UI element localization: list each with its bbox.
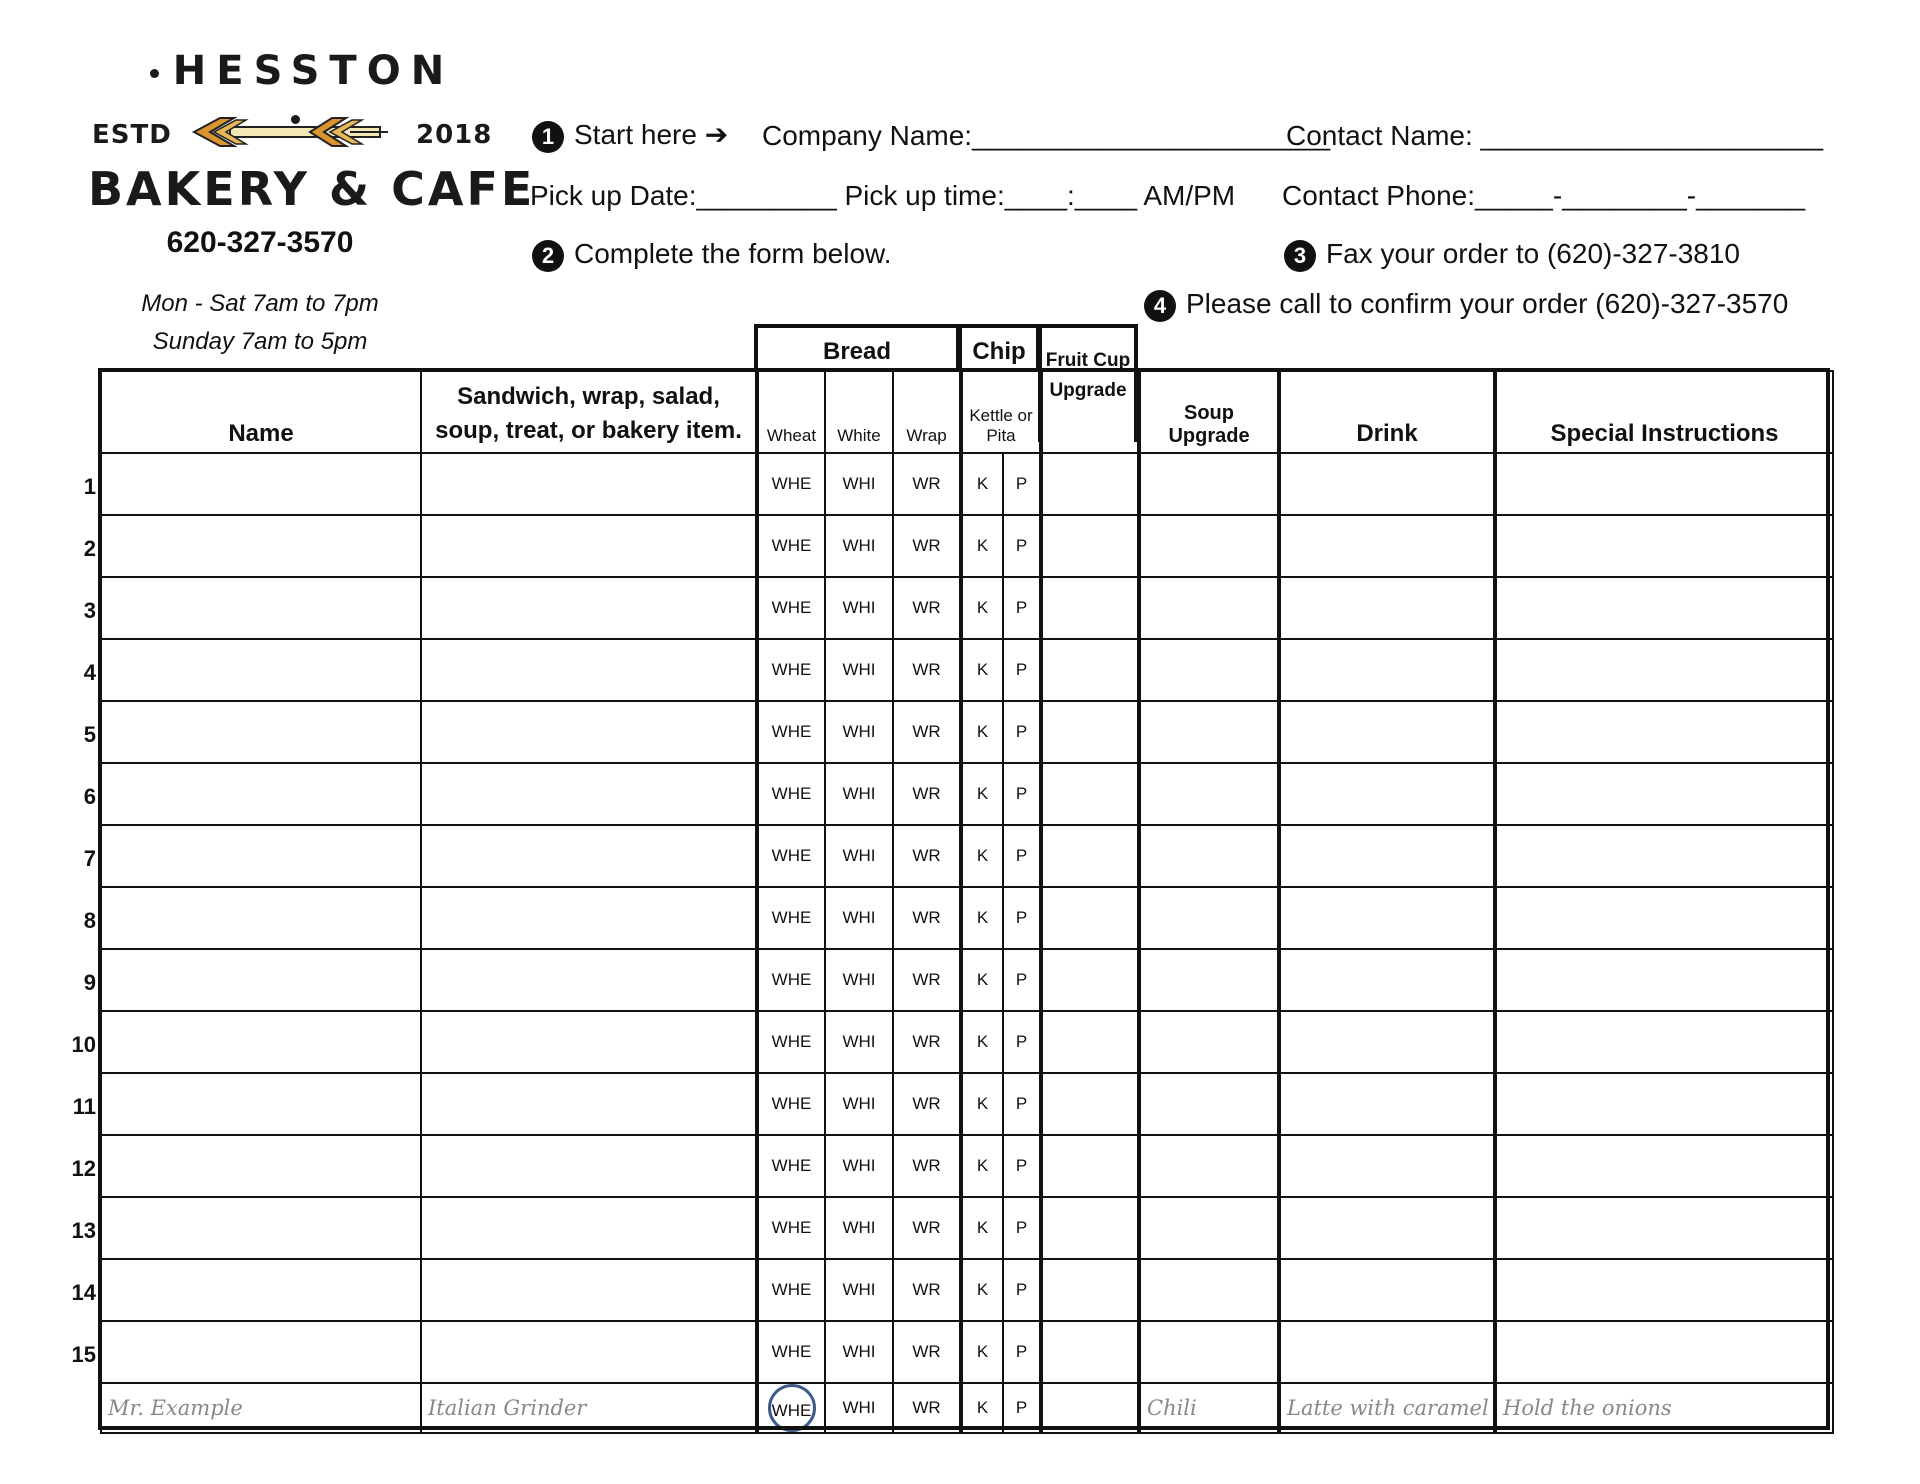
order-table xyxy=(100,370,1834,1434)
wheat-option[interactable]: WHE xyxy=(757,1197,825,1259)
col-wheat: Wheat xyxy=(757,371,825,453)
example-pita: P xyxy=(1003,1383,1041,1433)
col-wrap: Wrap xyxy=(893,371,961,453)
item-cell[interactable] xyxy=(421,949,757,1011)
white-option[interactable]: WHI xyxy=(825,949,893,1011)
bakery-phone: 620-327-3570 xyxy=(166,226,354,259)
order-row xyxy=(101,825,1833,887)
soup-cell[interactable] xyxy=(1139,1135,1279,1197)
special-cell[interactable] xyxy=(1495,763,1833,825)
step-3-icon: 3 xyxy=(1284,240,1316,272)
soup-cell[interactable] xyxy=(1139,577,1279,639)
special-cell[interactable] xyxy=(1495,1321,1833,1383)
order-row xyxy=(101,701,1833,763)
name-cell[interactable] xyxy=(101,949,421,1011)
col-white: White xyxy=(825,371,893,453)
wrap-option[interactable]: WR xyxy=(893,1259,961,1321)
soup-cell[interactable] xyxy=(1139,949,1279,1011)
wheat-option[interactable]: WHE xyxy=(757,639,825,701)
kettle-option[interactable]: K xyxy=(961,763,1003,825)
fruit-cell[interactable] xyxy=(1041,1321,1139,1383)
fruit-cell[interactable] xyxy=(1041,1073,1139,1135)
fruit-cell[interactable] xyxy=(1041,453,1139,515)
col-soup: Soup Upgrade xyxy=(1139,371,1279,453)
item-cell[interactable] xyxy=(421,515,757,577)
col-fruit xyxy=(1041,371,1139,453)
row-number: 2 xyxy=(83,536,96,561)
wheat-option[interactable]: WHE xyxy=(757,453,825,515)
kettle-option[interactable]: K xyxy=(961,1073,1003,1135)
wrap-option[interactable]: WR xyxy=(893,825,961,887)
item-cell[interactable] xyxy=(421,453,757,515)
wheat-option[interactable]: WHE xyxy=(757,1259,825,1321)
hours-sunday: Sunday 7am to 5pm xyxy=(152,328,368,355)
name-cell[interactable] xyxy=(101,1011,421,1073)
wheat-option[interactable]: WHE xyxy=(757,1073,825,1135)
pita-option[interactable]: P xyxy=(1003,949,1041,1011)
white-option[interactable]: WHI xyxy=(825,825,893,887)
step-3: 3 Fax your order to (620)-327-3810 xyxy=(1284,238,1740,272)
kettle-option[interactable]: K xyxy=(961,1259,1003,1321)
kettle-option[interactable]: K xyxy=(961,701,1003,763)
kettle-option[interactable]: K xyxy=(961,1135,1003,1197)
fruit-cell[interactable] xyxy=(1041,577,1139,639)
drink-cell[interactable] xyxy=(1279,639,1495,701)
group-bread: Bread xyxy=(754,324,960,372)
pita-option[interactable]: P xyxy=(1003,1321,1041,1383)
white-option[interactable]: WHI xyxy=(825,1259,893,1321)
wheat-option[interactable]: WHE xyxy=(757,949,825,1011)
white-option[interactable]: WHI xyxy=(825,1073,893,1135)
fruit-cell[interactable] xyxy=(1041,1135,1139,1197)
order-row xyxy=(101,453,1833,515)
pita-option[interactable]: P xyxy=(1003,701,1041,763)
col-special: Special Instructions xyxy=(1495,371,1833,453)
order-row xyxy=(101,1135,1833,1197)
name-cell[interactable] xyxy=(101,825,421,887)
special-cell[interactable] xyxy=(1495,1135,1833,1197)
logo-estd: ESTD xyxy=(92,120,172,150)
soup-cell[interactable] xyxy=(1139,1011,1279,1073)
white-option[interactable]: WHI xyxy=(825,453,893,515)
row-number: 1 xyxy=(83,474,96,499)
pita-option[interactable]: P xyxy=(1003,1259,1041,1321)
white-option[interactable]: WHI xyxy=(825,887,893,949)
item-cell[interactable] xyxy=(421,1073,757,1135)
soup-cell[interactable] xyxy=(1139,825,1279,887)
step-2-icon: 2 xyxy=(532,240,564,272)
item-cell[interactable] xyxy=(421,763,757,825)
wheat-option[interactable]: WHE xyxy=(757,1135,825,1197)
example-name: Mr. Example xyxy=(101,1383,421,1433)
wrap-option[interactable]: WR xyxy=(893,1073,961,1135)
kettle-option[interactable]: K xyxy=(961,453,1003,515)
col-drink: Drink xyxy=(1279,371,1495,453)
row-number: 15 xyxy=(71,1342,96,1367)
order-row xyxy=(101,1259,1833,1321)
kettle-option[interactable]: K xyxy=(961,1011,1003,1073)
drink-cell[interactable] xyxy=(1279,1197,1495,1259)
pita-option[interactable]: P xyxy=(1003,639,1041,701)
kettle-option[interactable]: K xyxy=(961,515,1003,577)
fruit-cell[interactable] xyxy=(1041,825,1139,887)
item-cell[interactable] xyxy=(421,639,757,701)
white-option[interactable]: WHI xyxy=(825,701,893,763)
row-number: 7 xyxy=(83,846,96,871)
name-cell[interactable] xyxy=(101,701,421,763)
col-item: Sandwich, wrap, salad, soup, treat, or bakery item. xyxy=(421,371,757,453)
col-chip: Kettle or Pita xyxy=(961,371,1041,453)
row-number: 10 xyxy=(71,1032,96,1057)
drink-cell[interactable] xyxy=(1279,949,1495,1011)
example-white: WHI xyxy=(825,1383,893,1433)
table-header-row xyxy=(101,371,1833,453)
example-wheat xyxy=(757,1383,825,1433)
order-row xyxy=(101,1011,1833,1073)
name-cell[interactable] xyxy=(101,887,421,949)
example-special: Hold the onions xyxy=(1495,1383,1833,1433)
pita-option[interactable]: P xyxy=(1003,515,1041,577)
example-circled-selection: WHE xyxy=(768,1384,816,1432)
example-soup: Chili xyxy=(1139,1383,1279,1433)
soup-cell[interactable] xyxy=(1139,701,1279,763)
special-cell[interactable] xyxy=(1495,639,1833,701)
example-drink: Latte with caramel xyxy=(1279,1383,1495,1433)
wrap-option[interactable]: WR xyxy=(893,1321,961,1383)
name-cell[interactable] xyxy=(101,1259,421,1321)
pita-option[interactable]: P xyxy=(1003,1135,1041,1197)
order-row xyxy=(101,639,1833,701)
soup-cell[interactable] xyxy=(1139,887,1279,949)
order-row xyxy=(101,1197,1833,1259)
step-1-icon: 1 xyxy=(532,121,564,153)
wheat-option[interactable]: WHE xyxy=(757,825,825,887)
wrap-option[interactable]: WR xyxy=(893,453,961,515)
logo-hesston: HESSTON xyxy=(130,48,460,140)
step-4: 4 Please call to confirm your order (620)-327-3570 xyxy=(1144,288,1788,322)
row-number: 9 xyxy=(83,970,96,995)
special-cell[interactable] xyxy=(1495,701,1833,763)
special-cell[interactable] xyxy=(1495,1259,1833,1321)
hours-weekday: Mon - Sat 7am to 7pm xyxy=(141,290,379,317)
example-item: Italian Grinder xyxy=(421,1383,757,1433)
fruit-cell[interactable] xyxy=(1041,515,1139,577)
company-name-field[interactable]: Company Name:_______________________ xyxy=(762,120,1331,151)
special-cell[interactable] xyxy=(1495,825,1833,887)
name-cell[interactable] xyxy=(101,1135,421,1197)
row-number: 12 xyxy=(71,1156,96,1181)
wrap-option[interactable]: WR xyxy=(893,577,961,639)
fruit-cell[interactable] xyxy=(1041,1197,1139,1259)
special-cell[interactable] xyxy=(1495,577,1833,639)
group-chip: Chip xyxy=(958,324,1040,372)
wrap-option[interactable]: WR xyxy=(893,639,961,701)
step-2: 2 Complete the form below. xyxy=(532,238,892,272)
row-number: 3 xyxy=(83,598,96,623)
drink-cell[interactable] xyxy=(1279,1073,1495,1135)
special-cell[interactable] xyxy=(1495,1197,1833,1259)
logo-main: BAKERY & CAFE xyxy=(88,162,536,216)
row-number: 11 xyxy=(72,1094,96,1119)
wheat-option[interactable]: WHE xyxy=(757,763,825,825)
order-row xyxy=(101,763,1833,825)
kettle-option[interactable]: K xyxy=(961,577,1003,639)
row-number: 5 xyxy=(83,722,96,747)
logo-year: 2018 xyxy=(416,120,493,150)
soup-cell[interactable] xyxy=(1139,763,1279,825)
item-cell[interactable] xyxy=(421,887,757,949)
name-cell[interactable] xyxy=(101,453,421,515)
white-option[interactable]: WHI xyxy=(825,763,893,825)
example-fruit xyxy=(1041,1383,1139,1433)
soup-cell[interactable] xyxy=(1139,1073,1279,1135)
pickup-field[interactable]: Pick up Date:_________ Pick up time:____:____ AM/PM xyxy=(530,180,1236,211)
white-option[interactable]: WHI xyxy=(825,1321,893,1383)
pita-option[interactable]: P xyxy=(1003,825,1041,887)
soup-cell[interactable] xyxy=(1139,453,1279,515)
example-kettle: K xyxy=(961,1383,1003,1433)
order-row xyxy=(101,887,1833,949)
order-row xyxy=(101,1321,1833,1383)
white-option[interactable]: WHI xyxy=(825,639,893,701)
name-cell[interactable] xyxy=(101,1321,421,1383)
item-cell[interactable] xyxy=(421,1011,757,1073)
white-option[interactable]: WHI xyxy=(825,1197,893,1259)
row-number: 13 xyxy=(71,1218,96,1243)
drink-cell[interactable] xyxy=(1279,701,1495,763)
drink-cell[interactable] xyxy=(1279,453,1495,515)
soup-cell[interactable] xyxy=(1139,515,1279,577)
white-option[interactable]: WHI xyxy=(825,515,893,577)
step-1: 1 Start here ➔ xyxy=(532,118,728,153)
row-number: 8 xyxy=(83,908,96,933)
soup-cell[interactable] xyxy=(1139,1259,1279,1321)
fruit-cell[interactable] xyxy=(1041,763,1139,825)
order-row xyxy=(101,1073,1833,1135)
drink-cell[interactable] xyxy=(1279,887,1495,949)
drink-cell[interactable] xyxy=(1279,1259,1495,1321)
white-option[interactable]: WHI xyxy=(825,577,893,639)
wrap-option[interactable]: WR xyxy=(893,1197,961,1259)
drink-cell[interactable] xyxy=(1279,1135,1495,1197)
wheat-icon xyxy=(190,114,390,150)
kettle-option[interactable]: K xyxy=(961,825,1003,887)
pita-option[interactable]: P xyxy=(1003,453,1041,515)
item-cell[interactable] xyxy=(421,1259,757,1321)
drink-cell[interactable] xyxy=(1279,577,1495,639)
item-cell[interactable] xyxy=(421,1321,757,1383)
name-cell[interactable] xyxy=(101,1073,421,1135)
wheat-option[interactable]: WHE xyxy=(757,515,825,577)
name-cell[interactable] xyxy=(101,515,421,577)
item-cell[interactable] xyxy=(421,825,757,887)
pita-option[interactable]: P xyxy=(1003,1011,1041,1073)
item-cell[interactable] xyxy=(421,701,757,763)
example-row xyxy=(101,1383,1833,1433)
drink-cell[interactable] xyxy=(1279,825,1495,887)
item-cell[interactable] xyxy=(421,577,757,639)
special-cell[interactable] xyxy=(1495,1073,1833,1135)
pita-option[interactable]: P xyxy=(1003,1197,1041,1259)
pita-option[interactable]: P xyxy=(1003,763,1041,825)
wheat-option[interactable]: WHE xyxy=(757,1321,825,1383)
special-cell[interactable] xyxy=(1495,1011,1833,1073)
name-cell[interactable] xyxy=(101,577,421,639)
contact-name-field[interactable]: Contact Name: ______________________ xyxy=(1286,120,1824,151)
wrap-option[interactable]: WR xyxy=(893,887,961,949)
pita-option[interactable]: P xyxy=(1003,1073,1041,1135)
wrap-option[interactable]: WR xyxy=(893,949,961,1011)
wrap-option[interactable]: WR xyxy=(893,515,961,577)
soup-cell[interactable] xyxy=(1139,1321,1279,1383)
order-row xyxy=(101,577,1833,639)
kettle-option[interactable]: K xyxy=(961,1321,1003,1383)
wheat-option[interactable]: WHE xyxy=(757,1011,825,1073)
fruit-cell[interactable] xyxy=(1041,639,1139,701)
soup-cell[interactable] xyxy=(1139,1197,1279,1259)
item-cell[interactable] xyxy=(421,1197,757,1259)
name-cell[interactable] xyxy=(101,763,421,825)
kettle-option[interactable]: K xyxy=(961,639,1003,701)
example-wrap: WR xyxy=(893,1383,961,1433)
white-option[interactable]: WHI xyxy=(825,1011,893,1073)
wheat-option[interactable]: WHE xyxy=(757,701,825,763)
name-cell[interactable] xyxy=(101,1197,421,1259)
wrap-option[interactable]: WR xyxy=(893,701,961,763)
step-4-icon: 4 xyxy=(1144,290,1176,322)
row-number: 4 xyxy=(83,660,96,685)
fruit-cell[interactable] xyxy=(1041,1011,1139,1073)
wrap-option[interactable]: WR xyxy=(893,1011,961,1073)
pita-option[interactable]: P xyxy=(1003,887,1041,949)
fruit-cell[interactable] xyxy=(1041,887,1139,949)
wheat-option[interactable]: WHE xyxy=(757,887,825,949)
fruit-cell[interactable] xyxy=(1041,949,1139,1011)
kettle-option[interactable]: K xyxy=(961,887,1003,949)
kettle-option[interactable]: K xyxy=(961,1197,1003,1259)
col-name: Name xyxy=(101,371,421,453)
contact-phone-field[interactable]: Contact Phone:_____-________-_______ xyxy=(1282,180,1806,211)
row-number: 14 xyxy=(71,1280,96,1305)
wheat-option[interactable]: WHE xyxy=(757,577,825,639)
group-fruit-cup: Fruit Cup Upgrade xyxy=(1038,324,1138,442)
white-option[interactable]: WHI xyxy=(825,1135,893,1197)
row-number: 6 xyxy=(83,784,96,809)
special-cell[interactable] xyxy=(1495,515,1833,577)
special-cell[interactable] xyxy=(1495,453,1833,515)
pita-option[interactable]: P xyxy=(1003,577,1041,639)
special-cell[interactable] xyxy=(1495,949,1833,1011)
item-cell[interactable] xyxy=(421,1135,757,1197)
kettle-option[interactable]: K xyxy=(961,949,1003,1011)
name-cell[interactable] xyxy=(101,639,421,701)
fruit-cell[interactable] xyxy=(1041,701,1139,763)
drink-cell[interactable] xyxy=(1279,1011,1495,1073)
drink-cell[interactable] xyxy=(1279,763,1495,825)
soup-cell[interactable] xyxy=(1139,639,1279,701)
special-cell[interactable] xyxy=(1495,887,1833,949)
drink-cell[interactable] xyxy=(1279,1321,1495,1383)
wrap-option[interactable]: WR xyxy=(893,763,961,825)
order-row xyxy=(101,949,1833,1011)
drink-cell[interactable] xyxy=(1279,515,1495,577)
order-row xyxy=(101,515,1833,577)
fruit-cell[interactable] xyxy=(1041,1259,1139,1321)
wrap-option[interactable]: WR xyxy=(893,1135,961,1197)
